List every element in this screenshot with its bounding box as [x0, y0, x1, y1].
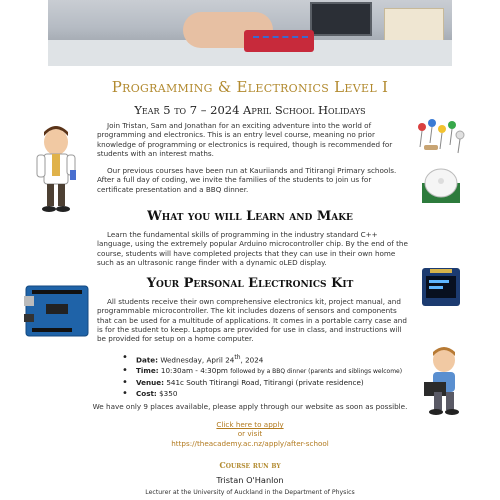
led-components-icon [414, 117, 466, 157]
arduino-board-icon [22, 280, 92, 342]
pir-sensor-icon [416, 165, 466, 205]
page-subtitle: Year 5 to 7 – 2024 April School Holidays [134, 103, 366, 117]
or-visit-text: or visit [237, 429, 263, 439]
intro-paragraph-2: Our previous courses have been run at Kauriiands and Titirangi Primary schools. After a full day of coding, we invite the families of the students to join us for certificate presentation and a BBQ dinner. [97, 166, 397, 194]
run-by-heading: Course run by [219, 460, 281, 470]
detail-cost: • Cost: $350 [122, 388, 432, 399]
detail-time: • Time: 10:30am - 4:30pm followed by a BBQ dinner (parents and siblings welcome) [122, 365, 432, 377]
kit-heading: Your Personal Electronics Kit [146, 276, 354, 291]
hero-photo [48, 0, 452, 66]
laptop-shape [310, 2, 372, 36]
cartoon-student-laptop-icon [418, 346, 468, 418]
places-text: We have only 9 places available, please apply through our website as soon as possible. [92, 402, 408, 411]
learn-heading: What you will Learn and Make [147, 209, 353, 224]
page-title: Programming & Electronics Level I [111, 78, 389, 96]
details-list [122, 352, 432, 399]
detail-venue: • Venue: 541c South Titirangi Road, Titirangi (private residence) [122, 377, 432, 388]
wires-shape [253, 36, 308, 48]
cartoon-scientist-icon [30, 122, 82, 214]
intro-paragraph-1: Join Tristan, Sam and Jonathan for an exciting adventure into the world of programming and electronics. This is an entry level course, meaning no prior knowledge of programming or electronics is required, though is recommended for students with an interest maths. [97, 121, 393, 158]
instructor-name: Tristan O'Hanlon [216, 475, 284, 485]
kit-paragraph: All students receive their own comprehensive electronics kit, project manual, and programmable microcontroller. The kit includes dozens of sensors and components that can be used for a multitude of applications. It comes in a portable carry case and is for the student to keep. Laptops are provided for use in class, and instructions will be provided for setup on a home computer. [97, 297, 407, 344]
apply-block [0, 420, 500, 448]
apply-link[interactable]: Click here to apply [216, 420, 284, 429]
instructor-role: Lecturer at the University of Auckland in the Department of Physics [145, 489, 355, 496]
learn-paragraph: Learn the fundamental skills of programming in the industry standard C++ language, using the extremely popular Arduino microcontroller chip. By the end of the course, students will have completed projects that they can use in their own home such as an ultrasonic range finder with a dynamic oLED display. [97, 230, 408, 267]
oled-display-icon [420, 266, 462, 308]
detail-date: • Date: Wednesday, April 24th, 2024 [122, 352, 432, 365]
apply-url-link[interactable]: https://theacademy.ac.nz/apply/after-school [171, 438, 329, 448]
